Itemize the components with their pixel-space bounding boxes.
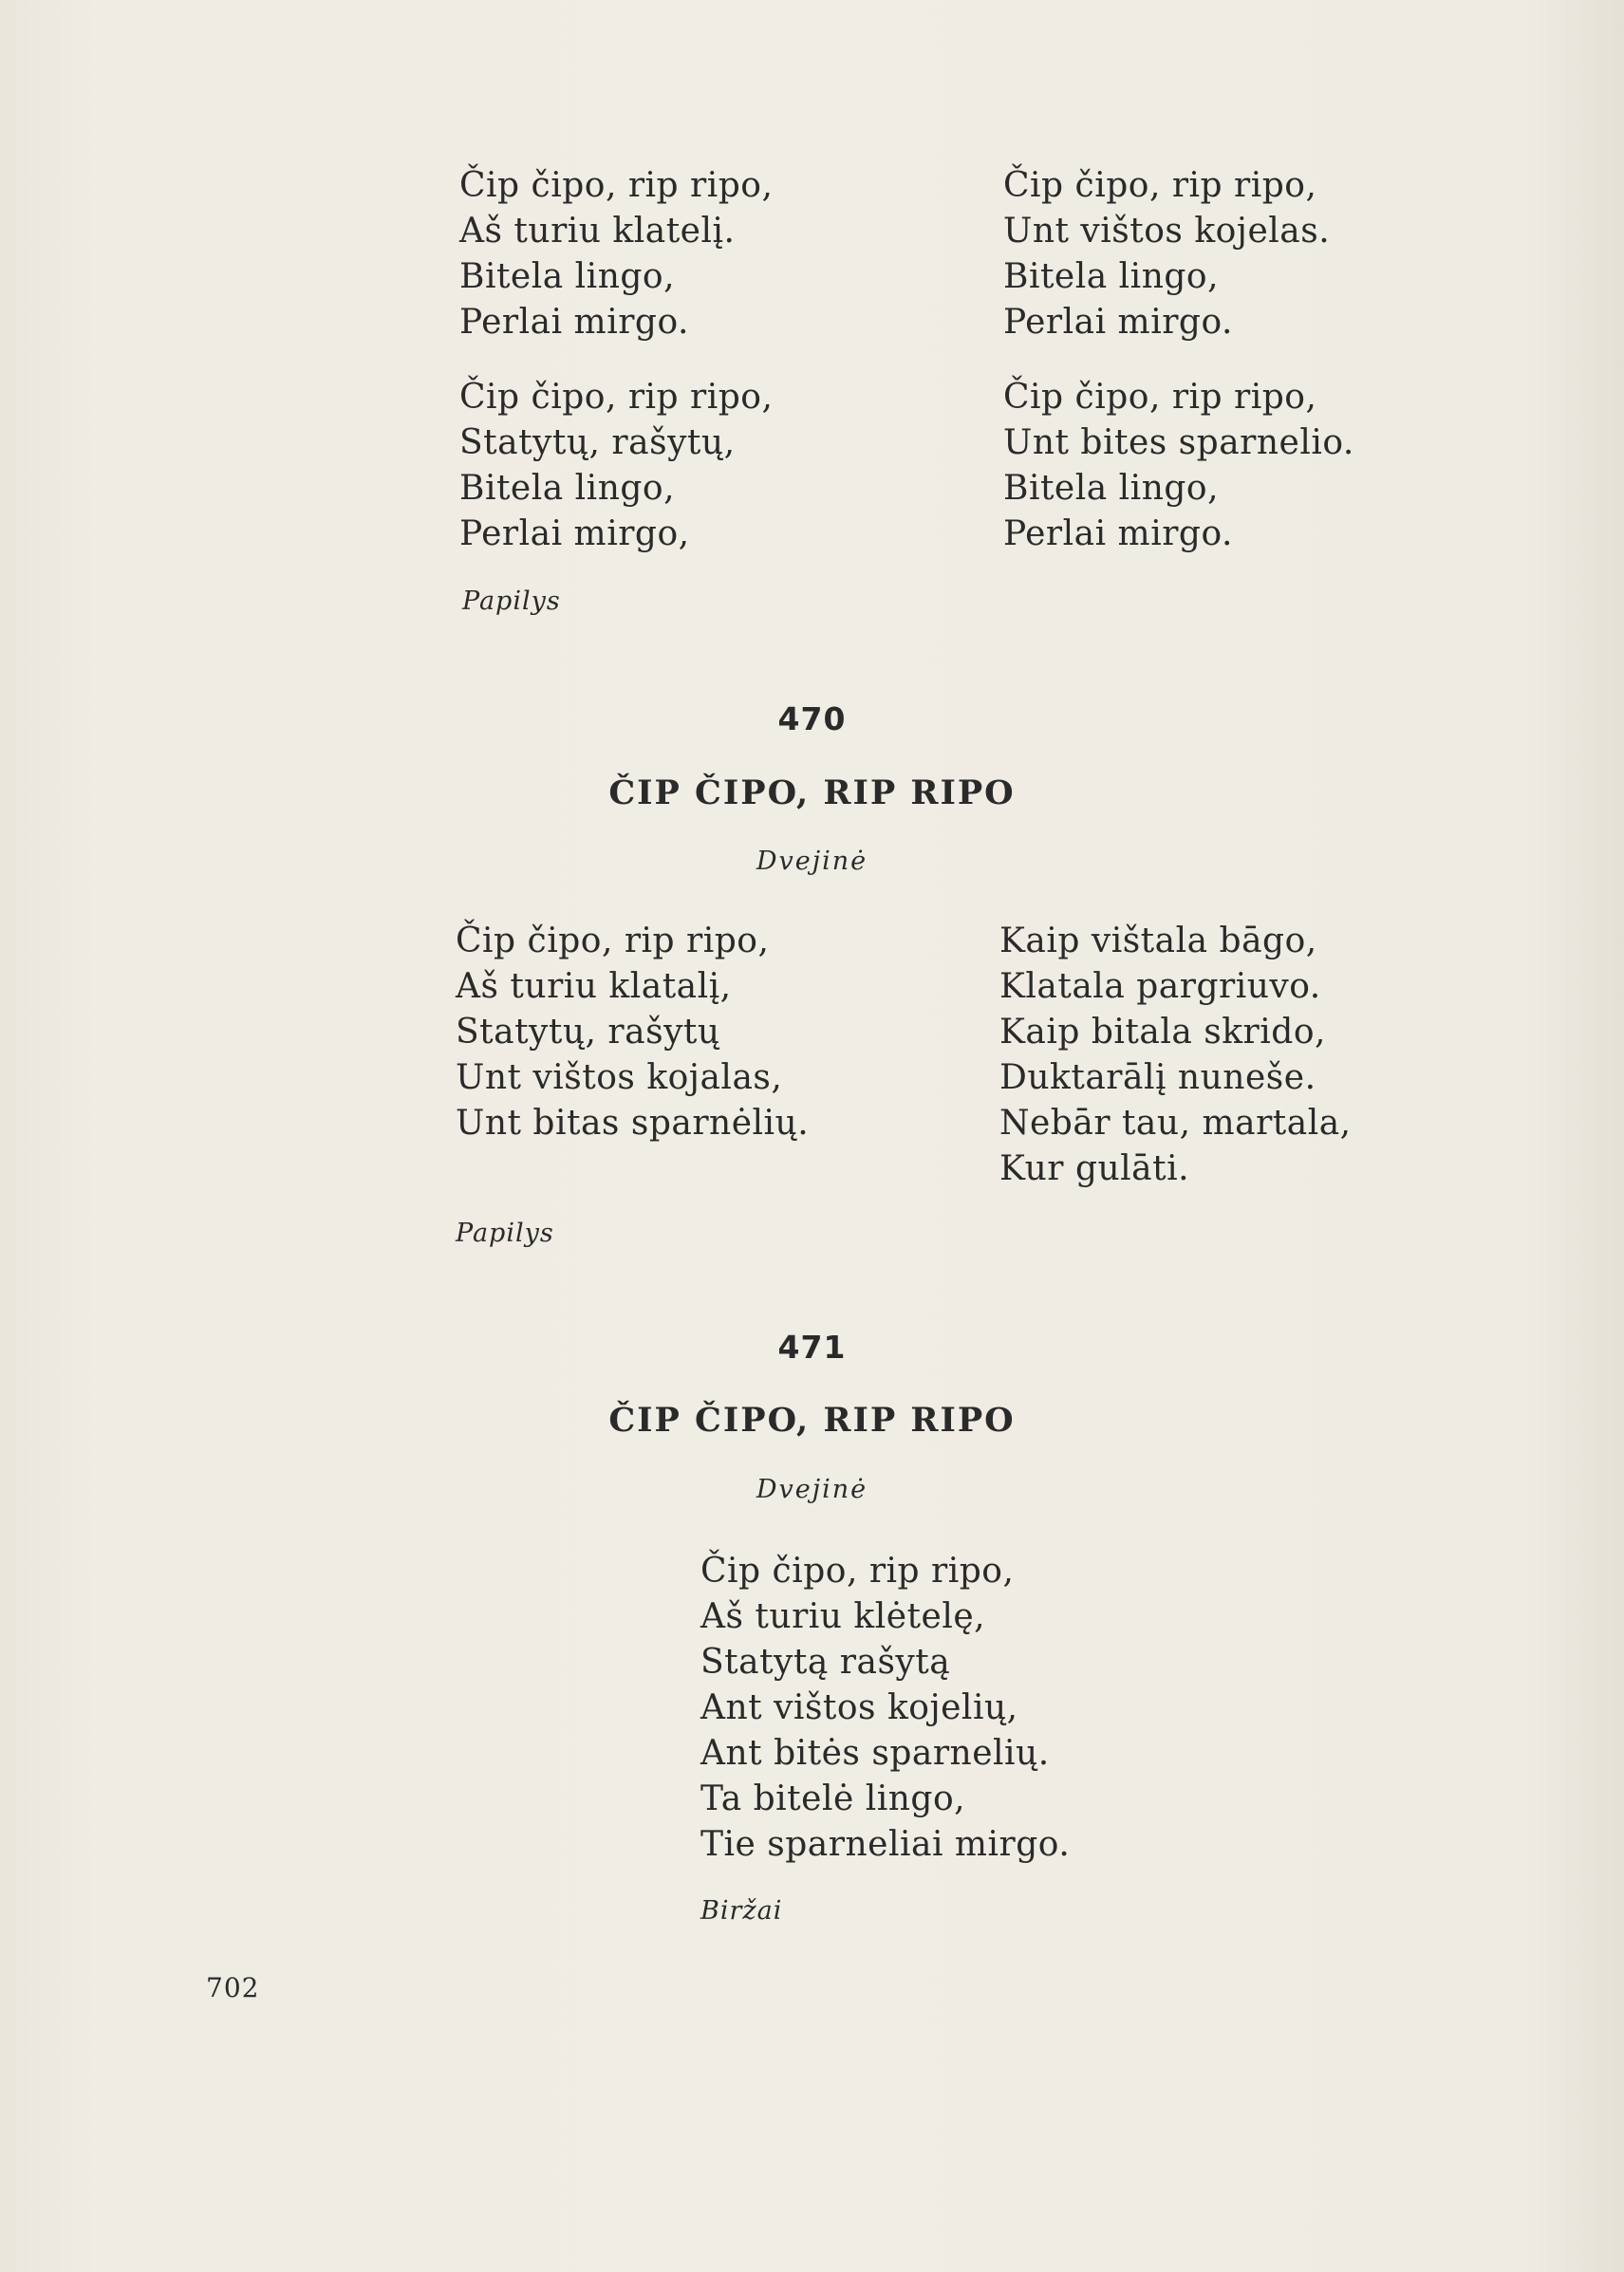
verse-line: Perlai mirgo. bbox=[1003, 514, 1233, 553]
verse-line: Aš turiu klatalį, bbox=[456, 967, 732, 1006]
verse-line: Čip čipo, rip ripo, bbox=[700, 1552, 1015, 1591]
verse-line: Bitela lingo, bbox=[1003, 469, 1220, 508]
verse-line: Čip čipo, rip ripo, bbox=[1003, 166, 1317, 205]
verse-line: Tie sparneliai mirgo. bbox=[700, 1825, 1071, 1864]
verse-line: Statytų, rašytų bbox=[456, 1013, 720, 1052]
song-470-place-label: Papilys bbox=[456, 1219, 554, 1248]
top-left-stanza-2 bbox=[459, 375, 773, 557]
song-470-title: ČIP ČIPO, RIP RIPO bbox=[608, 773, 1016, 812]
verse-line: Statytą rašytą bbox=[700, 1643, 951, 1682]
verse-line: Perlai mirgo. bbox=[1003, 303, 1233, 342]
verse-line: Čip čipo, rip ripo, bbox=[456, 922, 770, 960]
verse-line: Kur gulāti. bbox=[999, 1149, 1190, 1188]
page-number: 702 bbox=[206, 1972, 260, 2003]
top-right-stanza-2 bbox=[1003, 375, 1354, 557]
verse-line: Perlai mirgo. bbox=[459, 303, 689, 342]
verse-line: Unt vištos kojalas, bbox=[456, 1058, 783, 1097]
song-471-place-label: Biržai bbox=[700, 1896, 783, 1926]
song-471-number: 471 bbox=[777, 1329, 847, 1366]
song-470-subtitle: Dvejinė bbox=[756, 847, 868, 876]
song-471-subtitle: Dvejinė bbox=[756, 1475, 868, 1504]
top-left-stanza-1 bbox=[459, 163, 773, 345]
verse-line: Ant bitės sparnelių. bbox=[700, 1734, 1050, 1773]
verse-line: Bitela lingo, bbox=[459, 257, 676, 296]
verse-line: Kaip vištala bāgo, bbox=[999, 922, 1317, 960]
song-471-stanza bbox=[700, 1549, 1070, 1868]
verse-line: Statytų, rašytų, bbox=[459, 423, 736, 462]
verse-line: Čip čipo, rip ripo, bbox=[459, 166, 774, 205]
verse-line: Čip čipo, rip ripo, bbox=[459, 378, 774, 417]
song-470-number: 470 bbox=[777, 700, 847, 737]
song-470-right-stanza bbox=[999, 919, 1352, 1192]
verse-line: Ant vištos kojelių, bbox=[700, 1688, 1018, 1727]
verse-line: Kaip bitala skrido, bbox=[999, 1013, 1326, 1052]
verse-line: Klatala pargriuvo. bbox=[999, 967, 1321, 1006]
verse-line: Bitela lingo, bbox=[459, 469, 676, 508]
verse-line: Unt bites sparnelio. bbox=[1003, 423, 1354, 462]
verse-line: Čip čipo, rip ripo, bbox=[1003, 378, 1317, 417]
verse-line: Ta bitelė lingo, bbox=[700, 1779, 966, 1818]
verse-line: Perlai mirgo, bbox=[459, 514, 690, 553]
verse-line: Bitela lingo, bbox=[1003, 257, 1220, 296]
song-471-title: ČIP ČIPO, RIP RIPO bbox=[608, 1401, 1016, 1440]
top-right-stanza-1 bbox=[1003, 163, 1330, 345]
song-470-left-stanza bbox=[456, 919, 809, 1146]
verse-line: Nebār tau, martala, bbox=[999, 1104, 1352, 1143]
verse-line: Aš turiu klatelį. bbox=[459, 212, 736, 251]
verse-line: Duktarālį nuneše. bbox=[999, 1058, 1316, 1097]
verse-line: Aš turiu klėtelę, bbox=[700, 1597, 986, 1636]
verse-line: Unt bitas sparnėlių. bbox=[456, 1104, 810, 1143]
top-place-label: Papilys bbox=[462, 587, 561, 616]
verse-line: Unt vištos kojelas. bbox=[1003, 212, 1331, 251]
